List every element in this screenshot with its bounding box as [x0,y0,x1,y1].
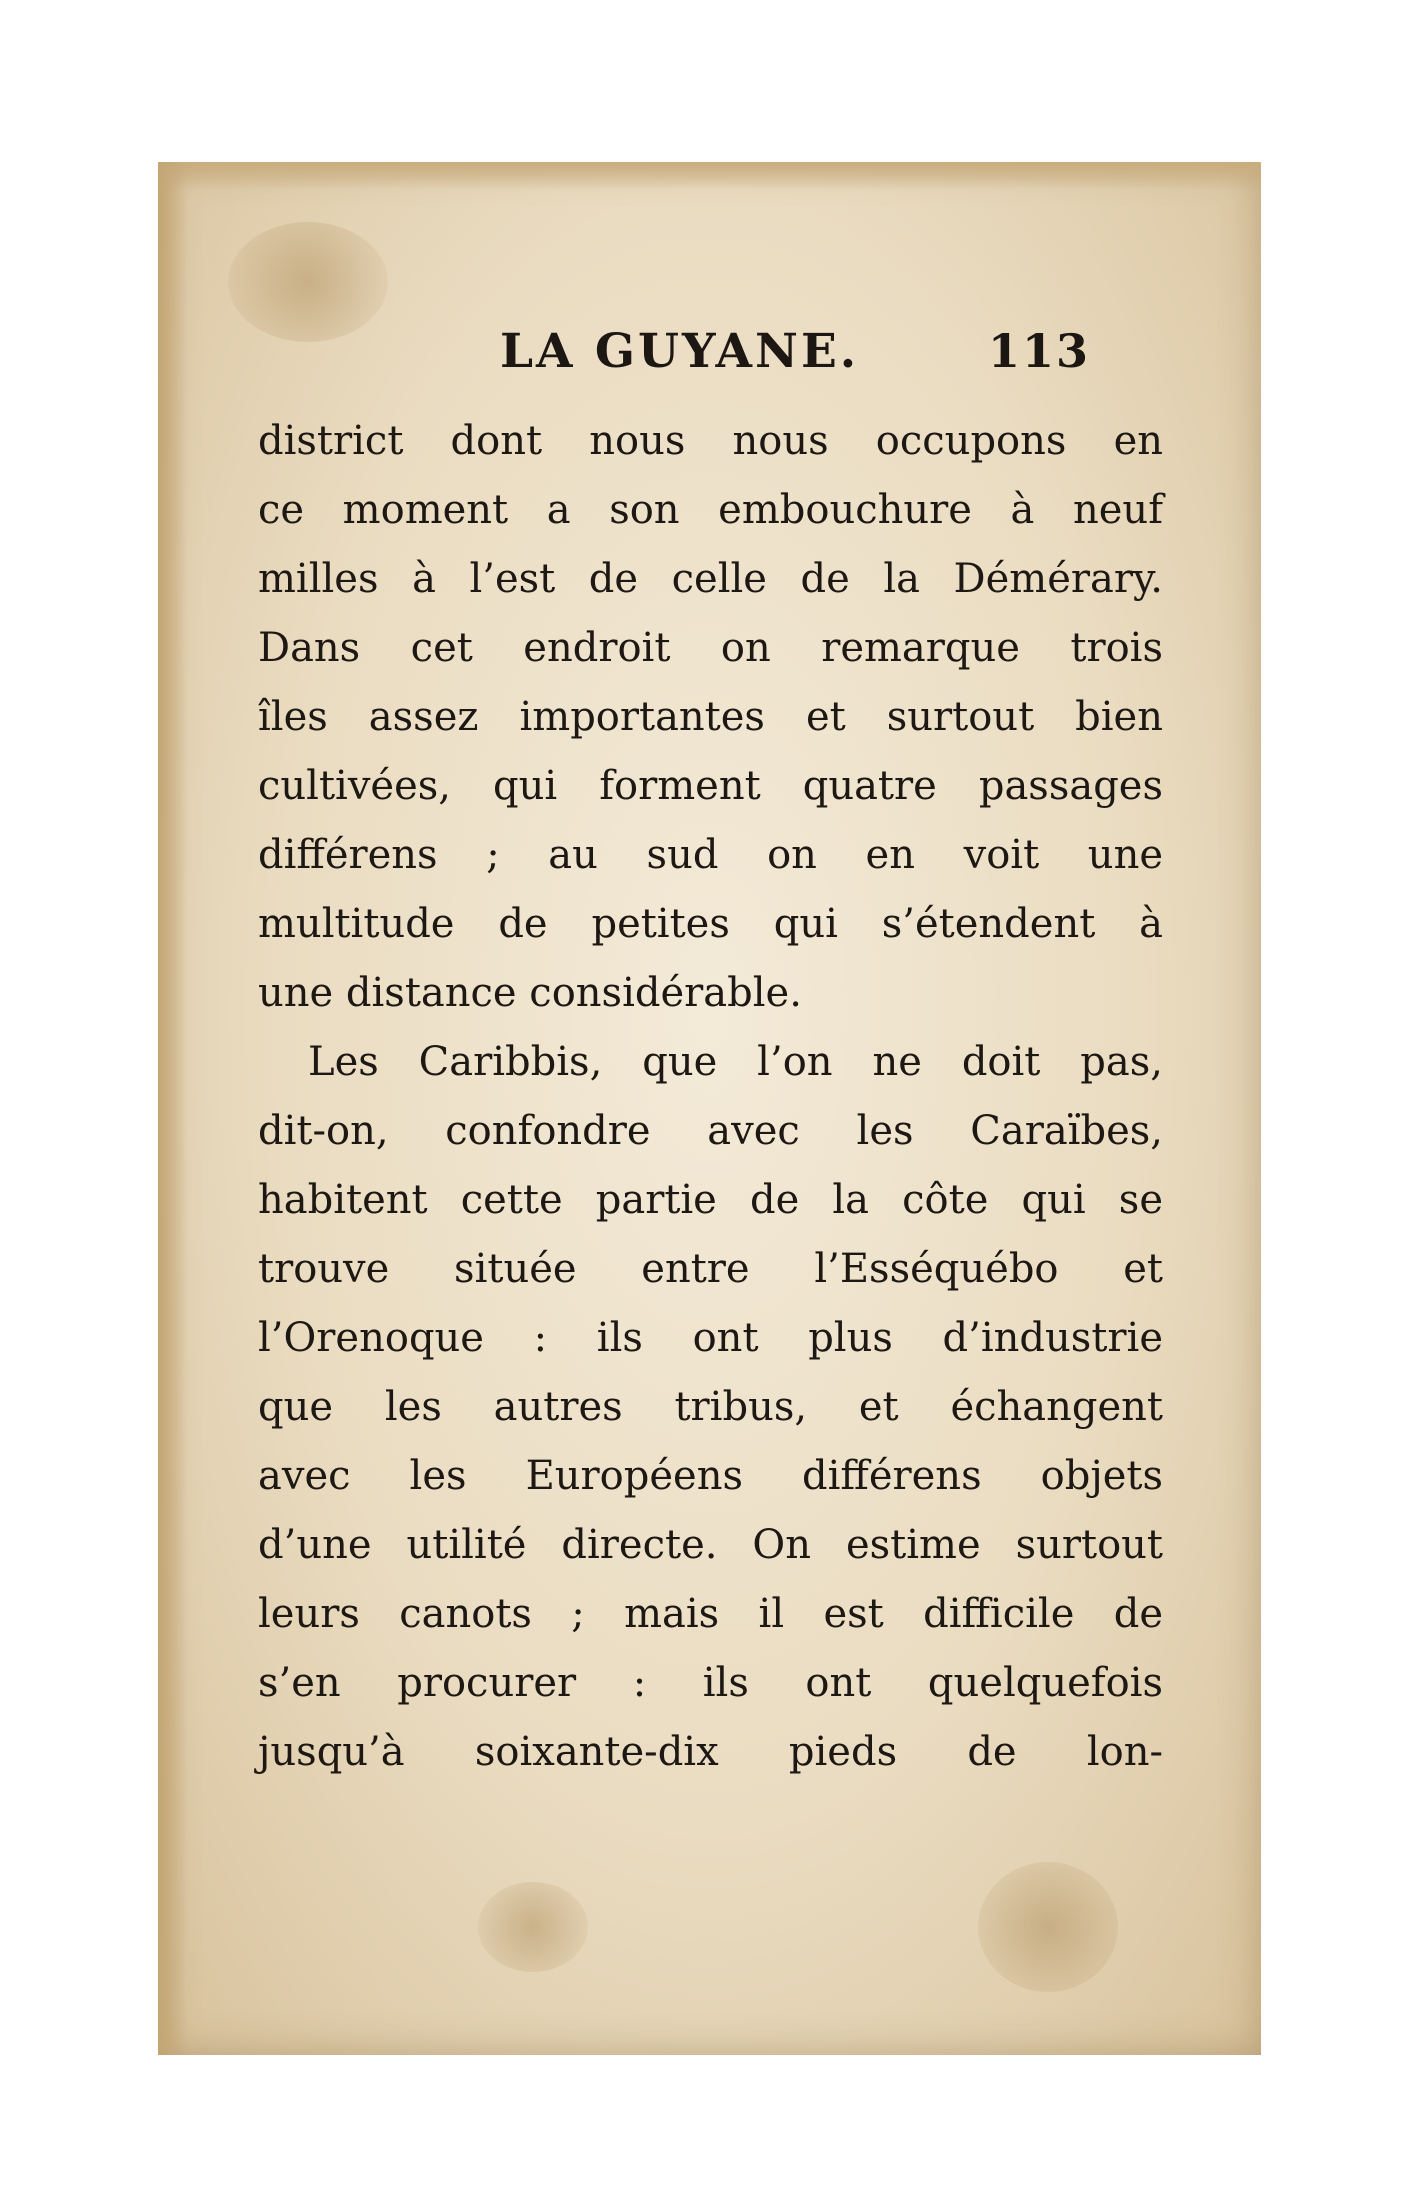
paper-stain [978,1862,1118,1992]
page-header [158,324,1261,384]
text-line: Dans cet endroit on remarque trois [258,625,1163,671]
text-line: ce moment a son embouchure à neuf [258,487,1163,533]
text-line: habitent cette partie de la côte qui se [258,1177,1163,1223]
text-line: dit-on, confondre avec les Caraïbes, [258,1108,1163,1154]
text-line: îles assez importantes et surtout bien [258,694,1163,740]
text-line: multitude de petites qui s’étendent à [258,901,1163,947]
paper-stain [478,1882,588,1972]
running-title: LA GUYANE. [500,324,860,379]
text-line: différens ; au sud on en voit une [258,832,1163,878]
text-line: leurs canots ; mais il est difficile de [258,1591,1163,1637]
text-line: s’en procurer : ils ont quelquefois [258,1660,1163,1706]
paragraph-end-line: une distance considérable. [258,970,802,1016]
text-line: d’une utilité directe. On estime surtout [258,1522,1163,1568]
text-line: avec les Européens différens objets [258,1453,1163,1499]
page-number: 113 [988,324,1091,378]
text-line: l’Orenoque : ils ont plus d’industrie [258,1315,1163,1361]
body-text [258,407,1163,1787]
text-line: district dont nous nous occupons en [258,418,1163,464]
text-line: jusqu’à soixante-dix pieds de lon- [258,1729,1163,1775]
paragraph-start-line: Les Caribbis, que l’on ne doit pas, [308,1039,1163,1085]
book-page [158,162,1261,2055]
text-line: milles à l’est de celle de la Démérary. [258,556,1163,602]
text-line: que les autres tribus, et échangent [258,1384,1163,1430]
text-line: cultivées, qui forment quatre passages [258,763,1163,809]
text-line: trouve située entre l’Esséquébo et [258,1246,1163,1292]
